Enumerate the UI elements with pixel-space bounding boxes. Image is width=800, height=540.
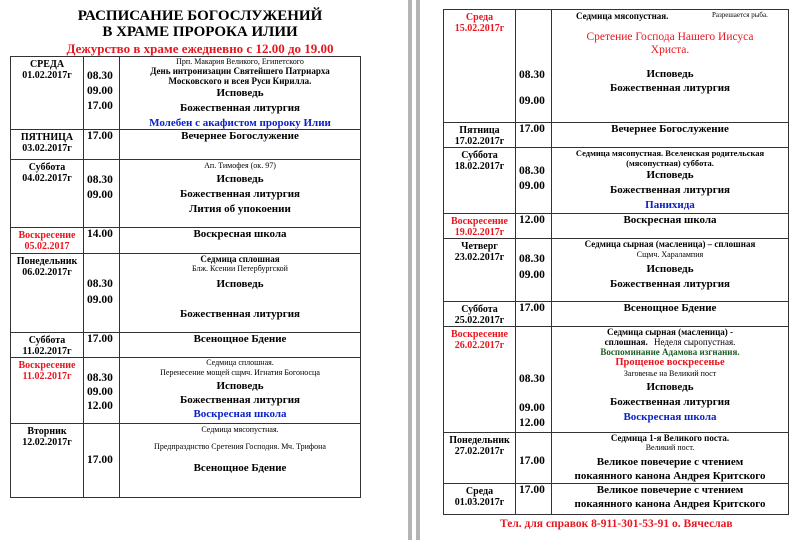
time-cell: [516, 123, 552, 148]
day-label: Воскресение: [451, 329, 508, 340]
event-name: Божественная литургия: [609, 184, 730, 196]
day-label: Понедельник: [449, 435, 510, 446]
table-row: [444, 148, 789, 214]
day-cell: [11, 57, 84, 130]
table-row: [444, 239, 789, 302]
date-label: 06.02.2017г: [22, 267, 72, 278]
date-label: 01.03.2017г: [454, 497, 505, 508]
table-row: [444, 10, 789, 123]
event-cell: [120, 228, 361, 254]
feast-note: Седмица 1-я Великого поста.: [610, 433, 730, 443]
time-cell: [516, 327, 552, 433]
time-cell: [84, 358, 120, 424]
feast-note: Заговенье на Великий пост: [623, 369, 717, 378]
event-name: Исповедь: [646, 381, 694, 393]
feast-note: Ап. Тимофея (ок. 97): [204, 161, 276, 170]
event-name: Исповедь: [646, 263, 694, 275]
date-label: 17.02.2017г: [454, 136, 505, 147]
event-name: Божественная литургия: [609, 82, 730, 94]
day-label: Среда: [465, 12, 494, 23]
date-label: 01.02.2017г: [22, 70, 72, 81]
time-value: 09.00: [87, 386, 113, 398]
page-separator: [408, 0, 412, 540]
date-label: 03.02.2017г: [22, 143, 72, 154]
date-label: 25.02.2017г: [454, 315, 505, 326]
day-label: Суббота: [28, 162, 66, 173]
event-cell: [552, 433, 789, 484]
date-label: 18.02.2017г: [454, 161, 505, 172]
time-value: 09.00: [87, 294, 113, 306]
day-label: Суббота: [461, 150, 498, 161]
day-cell: [444, 239, 516, 302]
feast-note: Предпразднство Сретения Господня. Мч. Трифона: [154, 442, 326, 451]
event-cell: [120, 358, 361, 424]
time-value: 17.00: [87, 454, 113, 466]
event-name: Божественная литургия: [609, 396, 730, 408]
day-label: Воскресение: [451, 216, 508, 227]
event-name: Молебен с акафистом пророку Илии: [149, 117, 331, 129]
event-name: Воскресная школа: [623, 214, 717, 226]
time-cell: [84, 333, 120, 358]
event-cell: [552, 148, 789, 214]
day-cell: [11, 228, 84, 254]
time-value: 08.30: [519, 373, 545, 385]
time-value: 12.00: [519, 417, 545, 429]
day-label: Суббота: [28, 335, 66, 346]
table-row: [11, 160, 361, 228]
time-value: 08.30: [87, 174, 113, 186]
day-cell: [444, 484, 516, 515]
event-name: Вечернее Богослужение: [181, 130, 299, 142]
event-name: Всенощное Бдение: [623, 302, 717, 314]
day-label: ПЯТНИЦА: [20, 132, 74, 143]
day-cell: [11, 358, 84, 424]
table-row: [11, 228, 361, 254]
event-name: Исповедь: [216, 380, 264, 392]
event-name: Воскресная школа: [193, 408, 287, 420]
feast-note: Прп. Макария Великого, Египетского: [176, 57, 304, 66]
time-value: 14.00: [87, 228, 113, 240]
date-label: 11.02.2017г: [22, 371, 72, 382]
event-cell: [552, 239, 789, 302]
feast-note: сплошная.: [604, 337, 648, 347]
time-cell: [84, 57, 120, 130]
time-cell: [516, 10, 552, 123]
feast-note: Великий пост.: [645, 443, 695, 452]
event-cell: [552, 302, 789, 327]
table-row: [11, 358, 361, 424]
feast-title: Сретение Господа Нашего Иисуса: [586, 31, 754, 43]
day-label: Воскресение: [18, 360, 76, 371]
event-name: Всенощное Бдение: [193, 462, 287, 474]
time-cell: [84, 160, 120, 228]
time-value: 17.00: [519, 455, 545, 467]
time-value: 08.30: [519, 165, 545, 177]
event-name: Всенощное Бдение: [193, 333, 287, 345]
feast-title: Христа.: [650, 44, 690, 56]
feast-note: Седмица мясопустная. Вселенская родительская: [575, 148, 765, 158]
time-value: 09.00: [519, 180, 545, 192]
feast-note: Воспоминание Адамова изгнания.: [600, 347, 740, 357]
table-row: [11, 57, 361, 130]
event-cell: [552, 484, 789, 515]
table-row: [11, 424, 361, 498]
time-cell: [84, 130, 120, 160]
feast-note: Седмица сырная (масленица) – сплошная: [584, 239, 756, 249]
feast-note: Седмица сырная (масленица) -: [606, 327, 734, 337]
time-value: 12.00: [519, 214, 545, 226]
day-cell: [11, 333, 84, 358]
date-label: 12.02.2017г: [22, 437, 72, 448]
event-cell: [552, 10, 789, 123]
time-cell: [516, 484, 552, 515]
event-cell: [552, 327, 789, 433]
event-name: Исповедь: [216, 278, 264, 290]
event-name: Божественная литургия: [609, 278, 730, 290]
time-cell: [84, 424, 120, 498]
event-name: Воскресная школа: [193, 228, 287, 240]
day-cell: [444, 327, 516, 433]
duty-hours: Дежурство в храме ежедневно с 12.00 до 19.00: [66, 41, 334, 56]
day-cell: [444, 148, 516, 214]
day-label: Пятница: [459, 125, 500, 136]
date-label: 05.02.2017: [24, 241, 70, 252]
time-cell: [516, 239, 552, 302]
contact-phone: Тел. для справок 8-911-301-53-91 о. Вячеслав: [500, 518, 733, 530]
event-name: Вечернее Богослужение: [611, 123, 729, 135]
feast-note: Блж. Ксении Петербургской: [192, 264, 288, 273]
day-cell: [444, 433, 516, 484]
date-label: 15.02.2017г: [454, 23, 505, 34]
table-row: [444, 123, 789, 148]
table-row: [444, 484, 789, 515]
event-name: Божественная литургия: [179, 308, 300, 320]
church-name: В ХРАМЕ ПРОРОКА ИЛИИ: [102, 24, 298, 40]
event-name: покаянного канона Андрея Критского: [574, 470, 766, 482]
date-label: 11.02.2017г: [22, 346, 72, 357]
date-label: 26.02.2017г: [454, 340, 505, 351]
time-value: 09.00: [519, 95, 545, 107]
event-cell: [120, 130, 361, 160]
time-cell: [516, 302, 552, 327]
time-value: 17.00: [87, 100, 113, 112]
event-cell: [120, 333, 361, 358]
day-label: СРЕДА: [29, 59, 65, 70]
table-row: [11, 254, 361, 333]
day-cell: [444, 214, 516, 239]
day-cell: [11, 160, 84, 228]
time-value: 17.00: [519, 484, 545, 496]
time-cell: [516, 148, 552, 214]
schedule-table-right: [443, 9, 789, 515]
event-name: Лития об упокоении: [189, 203, 291, 215]
time-cell: [516, 214, 552, 239]
day-label: Воскресение: [18, 230, 76, 241]
day-label: Вторник: [27, 426, 67, 437]
time-value: 17.00: [87, 333, 113, 345]
event-cell: [120, 57, 361, 130]
time-value: 08.30: [87, 372, 113, 384]
time-cell: [516, 433, 552, 484]
date-label: 27.02.2017г: [454, 446, 505, 457]
day-cell: [11, 130, 84, 160]
time-cell: [84, 228, 120, 254]
day-cell: [11, 254, 84, 333]
event-name: Божественная литургия: [179, 102, 300, 114]
event-name: Великое повечерие с чтением: [596, 484, 744, 496]
date-label: 04.02.2017г: [22, 173, 72, 184]
day-cell: [444, 302, 516, 327]
feast-note: Седмица мясопустная.: [201, 425, 279, 434]
schedule-table-left: [10, 56, 361, 498]
feast-note: Неделя сыропустная.: [654, 337, 736, 347]
day-cell: [444, 10, 516, 123]
time-value: 09.00: [519, 269, 545, 281]
day-label: Понедельник: [16, 256, 78, 267]
day-label: Суббота: [461, 304, 498, 315]
event-name: Исповедь: [216, 173, 264, 185]
event-name: Божественная литургия: [179, 188, 300, 200]
feast-note: Сщмч. Харалампия: [636, 250, 704, 259]
event-cell: [120, 160, 361, 228]
fast-note: Разрешается рыба.: [712, 11, 768, 19]
feast-note: День интронизации Святейшего Патриарха: [150, 66, 330, 76]
schedule-title: РАСПИСАНИЕ БОГОСЛУЖЕНИЙ: [77, 8, 323, 24]
feast-note: Московского и всея Руси Кирилла.: [168, 76, 312, 86]
day-label: Среда: [465, 486, 494, 497]
event-name: Панихида: [645, 199, 695, 211]
day-cell: [444, 123, 516, 148]
event-name: Божественная литургия: [179, 394, 300, 406]
week-note: Седмица мясопустная.: [576, 11, 669, 21]
time-value: 09.00: [87, 189, 113, 201]
date-label: 23.02.2017г: [454, 252, 505, 263]
time-value: 17.00: [87, 130, 113, 142]
event-name: покаянного канона Андрея Критского: [574, 498, 766, 510]
time-value: 08.30: [87, 278, 113, 290]
time-value: 08.30: [519, 253, 545, 265]
event-name: Исповедь: [646, 68, 694, 80]
time-value: 09.00: [519, 402, 545, 414]
event-name: Великое повечерие с чтением: [596, 456, 744, 468]
time-value: 08.30: [87, 70, 113, 82]
time-value: 12.00: [87, 400, 113, 412]
event-name: Исповедь: [216, 87, 264, 99]
table-row: [11, 130, 361, 160]
time-value: 09.00: [87, 85, 113, 97]
time-value: 08.30: [519, 69, 545, 81]
event-name: Исповедь: [646, 169, 694, 181]
feast-note: Седмица сплошная: [200, 254, 280, 264]
feast-note: Перенесение мощей сщмч. Игнатия Богоносца: [160, 368, 320, 377]
day-label: Четверг: [461, 241, 498, 252]
time-value: 17.00: [519, 123, 545, 135]
event-cell: [120, 254, 361, 333]
forgiveness-sunday: Прощеное воскресенье: [615, 357, 725, 368]
time-value: 17.00: [519, 302, 545, 314]
date-label: 19.02.2017г: [454, 227, 505, 238]
event-cell: [552, 214, 789, 239]
event-cell: [552, 123, 789, 148]
feast-note: (мясопустная) суббота.: [626, 158, 714, 168]
table-row: [444, 433, 789, 484]
day-cell: [11, 424, 84, 498]
table-row: [444, 327, 789, 433]
event-name: Воскресная школа: [623, 411, 717, 423]
table-row: [444, 214, 789, 239]
feast-note: Седмица сплошная.: [206, 358, 274, 367]
event-cell: [120, 424, 361, 498]
table-row: [11, 333, 361, 358]
time-cell: [84, 254, 120, 333]
table-row: [444, 302, 789, 327]
